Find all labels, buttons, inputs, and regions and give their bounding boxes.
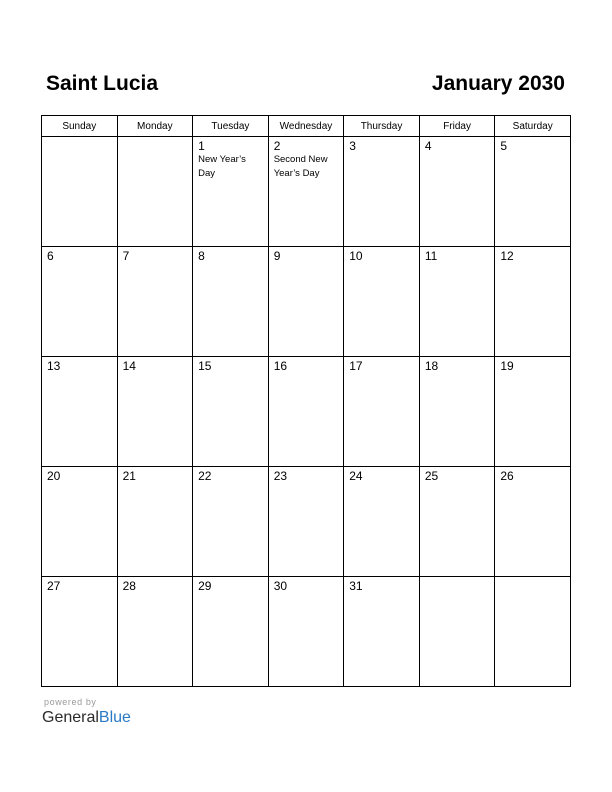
day-cell	[117, 577, 193, 687]
weekday-header: Saturday	[495, 116, 571, 137]
calendar-grid	[41, 115, 571, 687]
day-cell	[42, 467, 118, 577]
day-number: 25	[424, 469, 439, 483]
day-number: 7	[122, 249, 130, 263]
day-number: 3	[349, 139, 356, 153]
holiday-label: Second New Year’s Day	[273, 154, 328, 179]
day-cell	[344, 467, 420, 577]
day-number: 8	[198, 249, 205, 263]
day-cell	[117, 137, 193, 247]
day-number	[495, 577, 570, 579]
day-number: 24	[349, 469, 363, 483]
day-cell	[268, 137, 344, 247]
weekday-header: Tuesday	[193, 116, 269, 137]
day-number: 2	[273, 139, 281, 153]
week-row	[42, 137, 571, 247]
day-number: 27	[47, 579, 61, 593]
generalblue-logo[interactable]	[42, 708, 131, 728]
day-cell	[268, 467, 344, 577]
day-number: 26	[500, 469, 514, 483]
day-number: 17	[349, 359, 363, 373]
day-number: 9	[273, 249, 281, 263]
day-number: 5	[500, 139, 508, 153]
day-number: 4	[424, 139, 432, 153]
day-number	[42, 137, 117, 139]
holiday-label: New Year’s Day	[198, 154, 246, 179]
month-title: January 2030	[431, 72, 565, 95]
day-cell	[117, 247, 193, 357]
day-cell	[193, 357, 269, 467]
day-cell	[42, 137, 118, 247]
weekday-header: Monday	[117, 116, 193, 137]
day-cell	[42, 247, 118, 357]
week-row	[42, 357, 571, 467]
weekday-header: Sunday	[42, 116, 118, 137]
day-cell	[344, 577, 420, 687]
day-number: 28	[122, 579, 136, 593]
week-row	[42, 577, 571, 687]
day-cell	[495, 137, 571, 247]
day-cell	[419, 137, 495, 247]
logo-general-text: General	[42, 709, 99, 726]
day-cell	[193, 577, 269, 687]
day-cell	[193, 467, 269, 577]
week-row	[42, 467, 571, 577]
day-number	[118, 137, 193, 139]
day-number: 20	[47, 469, 61, 483]
day-cell	[193, 137, 269, 247]
day-number: 6	[47, 249, 54, 263]
country-title: Saint Lucia	[46, 72, 159, 95]
day-cell	[117, 467, 193, 577]
day-cell	[268, 577, 344, 687]
day-cell	[268, 357, 344, 467]
weekday-header-row	[42, 116, 571, 137]
day-number: 10	[349, 249, 363, 263]
weekday-header: Thursday	[344, 116, 420, 137]
powered-by-text: powered by	[44, 697, 97, 707]
day-number: 29	[198, 579, 212, 593]
day-number: 22	[198, 469, 212, 483]
day-cell	[42, 357, 118, 467]
day-cell	[495, 467, 571, 577]
logo-blue-text: Blue	[98, 709, 131, 726]
day-number: 21	[122, 469, 136, 483]
day-cell	[344, 137, 420, 247]
day-cell	[344, 247, 420, 357]
week-row	[42, 247, 571, 357]
weekday-header: Wednesday	[268, 116, 344, 137]
day-cell	[344, 357, 420, 467]
day-cell	[268, 247, 344, 357]
day-cell	[419, 247, 495, 357]
day-number: 12	[500, 249, 514, 263]
day-number: 1	[198, 139, 205, 153]
day-cell	[495, 577, 571, 687]
day-number: 14	[122, 359, 136, 373]
day-cell	[193, 247, 269, 357]
day-number: 23	[273, 469, 288, 483]
day-cell	[419, 357, 495, 467]
day-number: 13	[47, 359, 61, 373]
day-cell	[42, 577, 118, 687]
day-number	[420, 577, 495, 579]
day-number: 19	[500, 359, 514, 373]
day-number: 30	[273, 579, 288, 593]
day-number: 18	[424, 359, 439, 373]
weekday-header: Friday	[419, 116, 495, 137]
day-cell	[419, 467, 495, 577]
day-number: 15	[198, 359, 212, 373]
day-cell	[419, 577, 495, 687]
day-number: 16	[273, 359, 288, 373]
day-number: 31	[349, 579, 363, 593]
day-cell	[117, 357, 193, 467]
day-cell	[495, 247, 571, 357]
day-number: 11	[424, 249, 438, 263]
day-cell	[495, 357, 571, 467]
